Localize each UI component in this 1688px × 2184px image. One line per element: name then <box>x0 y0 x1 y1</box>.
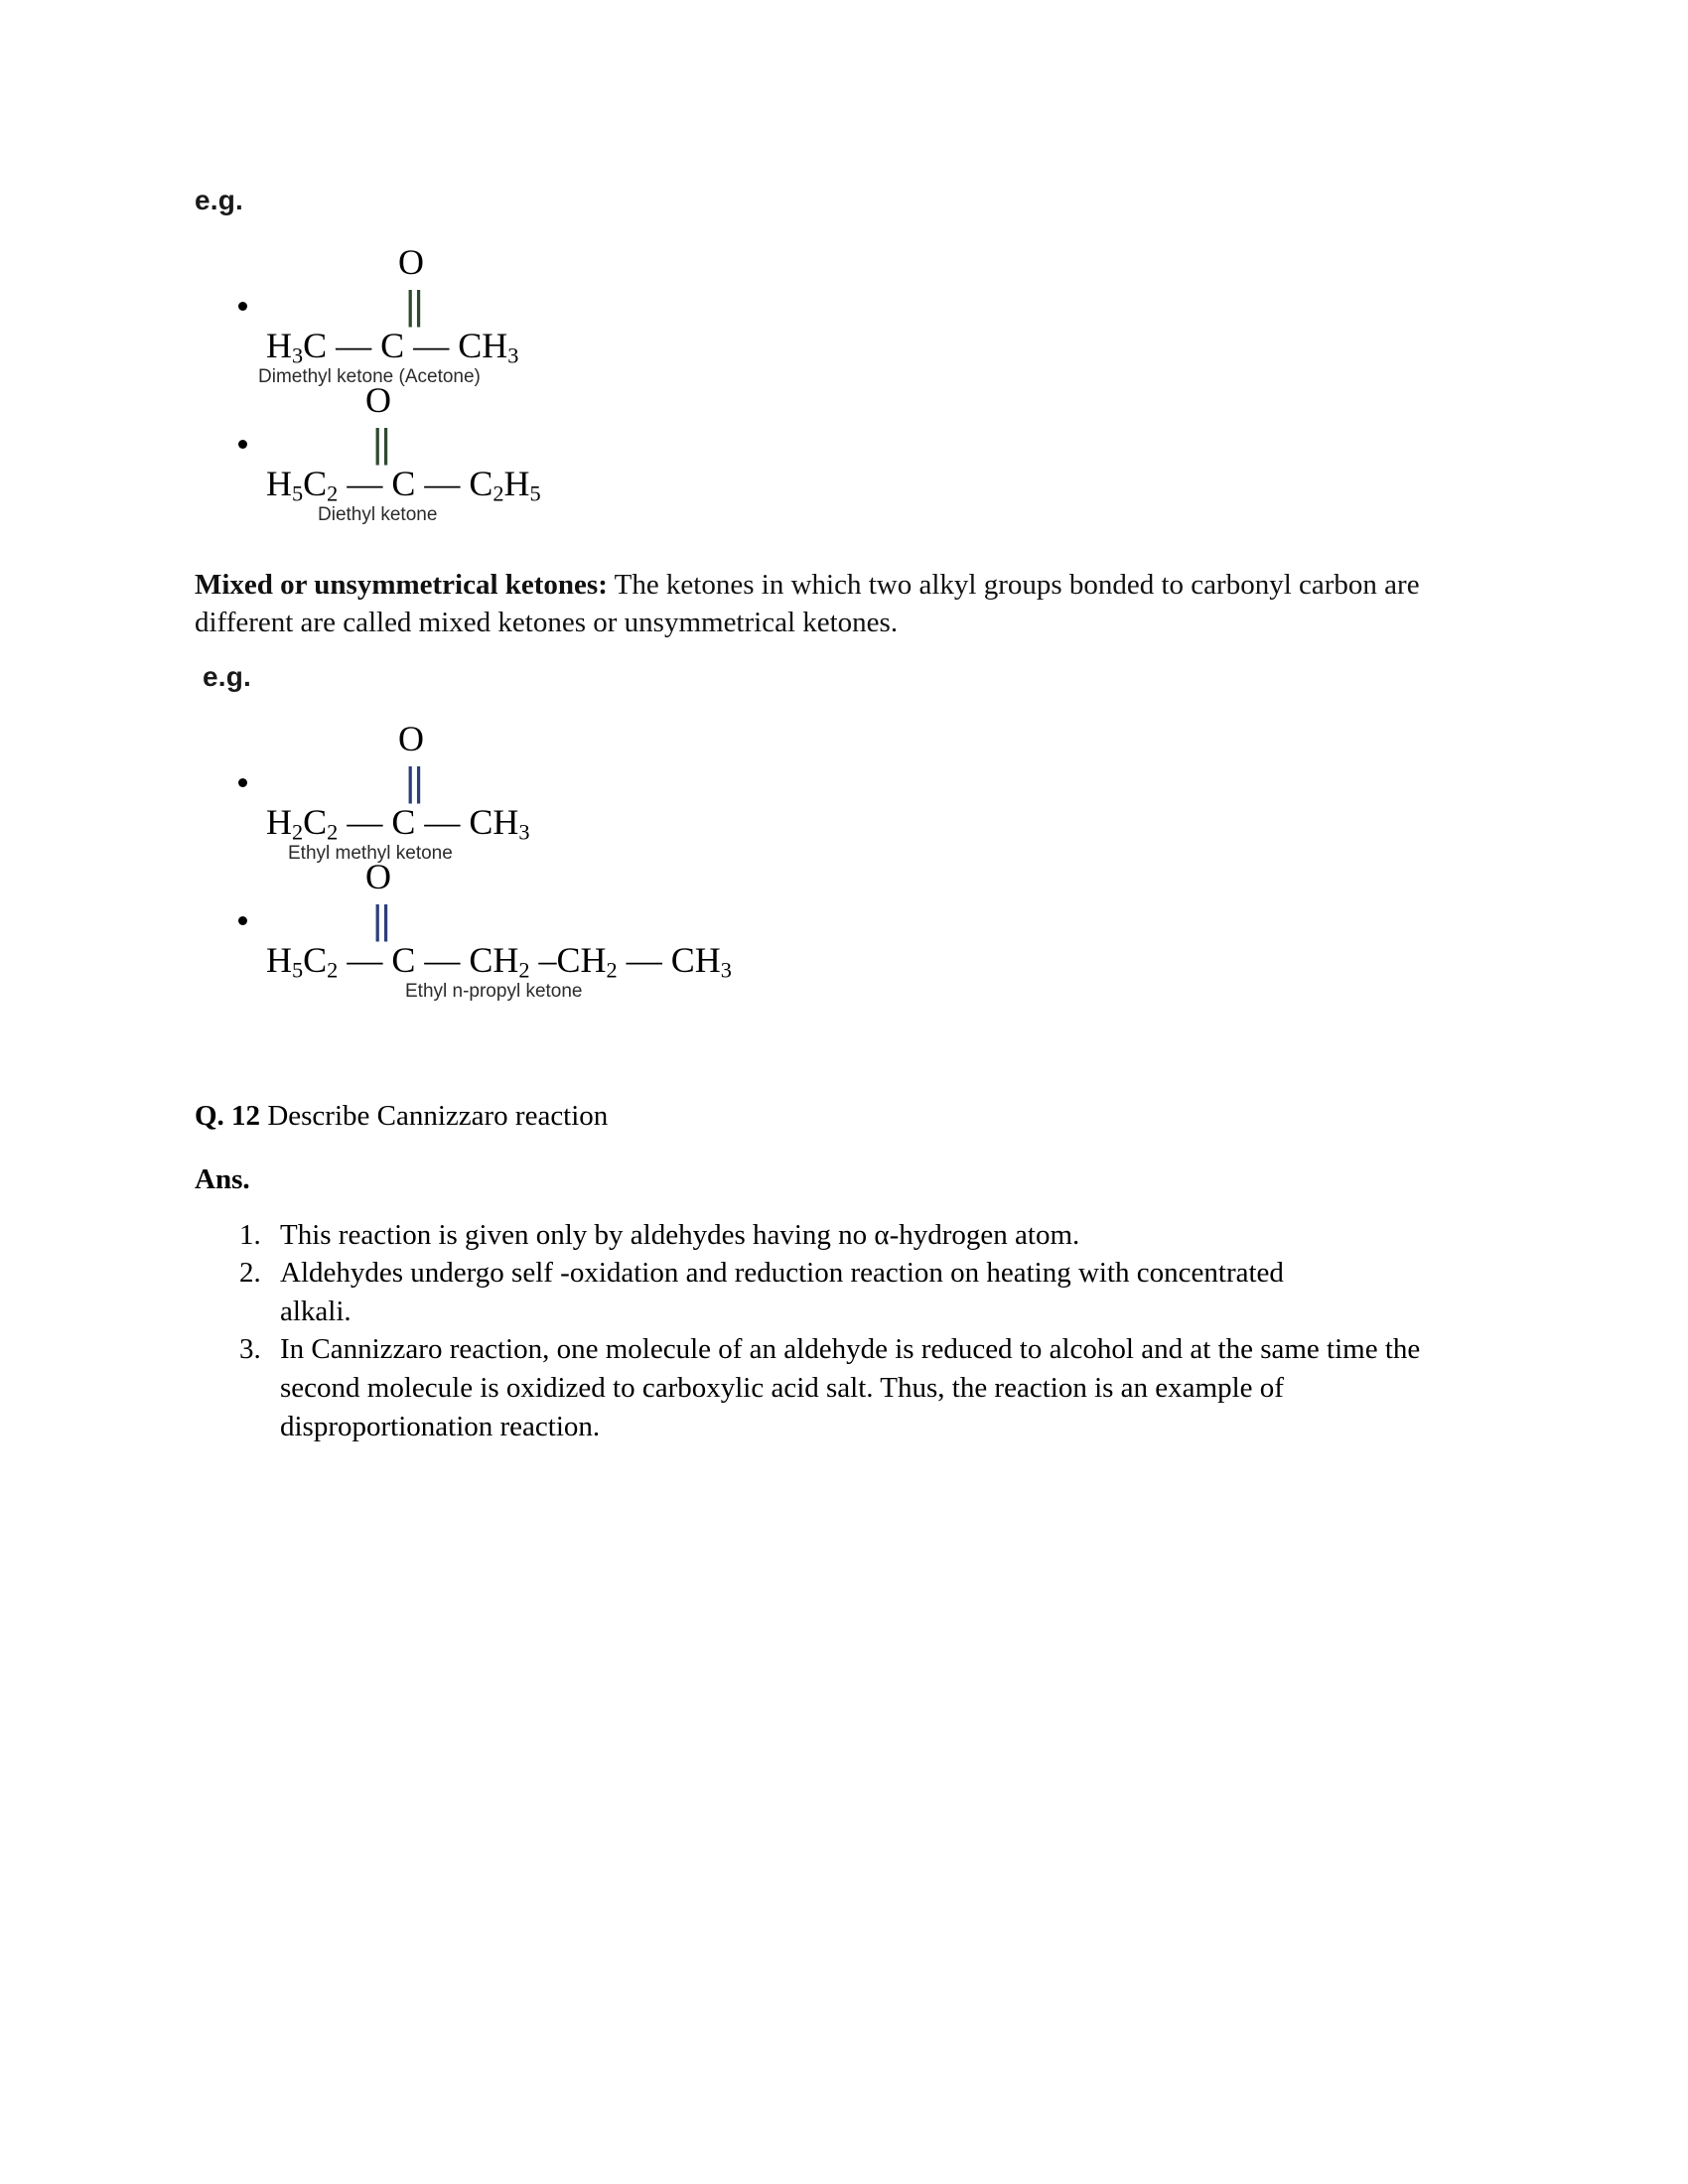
mixed-ketones-body: The ketones in which two alkyl groups bonded to carbonyl carbon are different are called mixed ketones or unsymmetrical ketones. <box>195 568 1420 639</box>
oxygen-atom-label: O <box>398 242 424 282</box>
formula-sub: 5 <box>292 480 304 506</box>
list-item: 3. In Cannizzaro reaction, one molecule of an aldehyde is reduced to alcohol and at the same time the second molecule is oxidized to carboxylic acid salt. Thus, the reaction is an example of disproportionation reaction. <box>268 1330 1427 1445</box>
formula-seg: C <box>391 463 416 503</box>
double-bond-row <box>266 284 518 328</box>
formula-seg: CH <box>458 326 508 365</box>
document-content <box>195 185 1485 1445</box>
formula-sub: 2 <box>327 480 339 506</box>
formula-bond: — <box>404 326 459 365</box>
structure-caption-dimethyl-ketone: Dimethyl ketone (Acetone) <box>258 366 481 387</box>
formula-bond: — <box>338 463 392 503</box>
double-bond-row <box>266 898 732 942</box>
formula-bond: — <box>327 326 381 365</box>
formula-seg: C <box>303 802 328 843</box>
mixed-ketones-lead: Mixed or unsymmetrical ketones: <box>195 568 608 601</box>
formula-sub: 3 <box>292 342 304 368</box>
formula-seg: C <box>303 326 328 365</box>
question-line <box>195 1098 1485 1136</box>
mixed-structure-list <box>195 721 1485 1003</box>
oxygen-atom-label: O <box>398 719 424 759</box>
formula-bond: — <box>415 940 470 981</box>
formula-seg: C <box>469 463 493 503</box>
formula-bond: — <box>617 940 671 981</box>
formula-seg: C <box>380 326 405 365</box>
oxygen-atom-label: O <box>365 857 391 897</box>
formula-bond: – <box>529 940 557 981</box>
formula-seg: C <box>391 940 416 981</box>
formula-chain-dimethyl-ketone <box>266 328 518 367</box>
formula-sub: 2 <box>606 957 618 983</box>
oxygen-atom-label: O <box>365 379 391 420</box>
formula-seg: H <box>266 802 292 843</box>
formula-seg: H <box>266 326 292 365</box>
formula-bond: — <box>338 802 392 843</box>
formula-sub: 2 <box>492 480 504 506</box>
formula-seg: CH <box>670 940 721 981</box>
formula-seg: H <box>503 463 530 503</box>
structure-item-diethyl-ketone <box>195 379 1485 526</box>
structure-item-dimethyl-ketone <box>195 244 1485 388</box>
formula-chain-diethyl-ketone <box>266 463 541 506</box>
structure-item-ethyl-methyl-ketone <box>195 721 1485 865</box>
bullet-icon <box>238 916 247 925</box>
double-bond-icon: || <box>405 760 422 805</box>
structure-caption-ethyl-n-propyl-ketone: Ethyl n-propyl ketone <box>405 981 583 1003</box>
answer-list <box>195 1216 1485 1445</box>
formula-seg: C <box>391 802 416 843</box>
answer-label: Ans. <box>195 1162 250 1195</box>
eg-label-symmetrical: e.g. <box>195 185 244 215</box>
structure-caption-ethyl-methyl-ketone: Ethyl methyl ketone <box>288 843 453 865</box>
structure-caption-diethyl-ketone: Diethyl ketone <box>318 503 438 525</box>
bullet-icon <box>238 302 247 311</box>
formula-seg: CH <box>469 802 519 843</box>
oxygen-row <box>266 721 530 760</box>
formula-sub: 5 <box>292 957 304 983</box>
formula-sub: 3 <box>507 342 519 368</box>
formula-chain-ethyl-methyl-ketone <box>266 804 530 844</box>
symmetrical-structure-list <box>195 244 1485 526</box>
formula-seg: H <box>266 463 292 503</box>
formula-sub: 3 <box>518 819 530 845</box>
structure-body <box>258 242 519 388</box>
formula-sub: 5 <box>529 480 541 506</box>
formula-sub: 2 <box>292 819 304 845</box>
formula-sub: 2 <box>518 957 530 983</box>
formula-sub: 2 <box>327 819 339 845</box>
double-bond-icon: || <box>372 898 389 943</box>
double-bond-icon: || <box>405 284 422 328</box>
list-item: 1. This reaction is given only by aldehydes having no α-hydrogen atom. <box>268 1216 1485 1255</box>
formula-bond: — <box>415 802 470 843</box>
double-bond-row <box>266 422 541 466</box>
structure-body <box>266 859 732 1003</box>
formula-bond: — <box>415 463 470 503</box>
formula-seg: CH <box>469 940 519 981</box>
oxygen-row <box>266 379 541 422</box>
structure-body <box>266 721 530 865</box>
structure-body <box>266 379 541 526</box>
question-text: Describe Cannizzaro reaction <box>260 1100 609 1133</box>
double-bond-row <box>266 760 530 804</box>
structure-item-ethyl-n-propyl-ketone <box>195 859 1485 1003</box>
formula-seg: CH <box>556 940 607 981</box>
formula-sub: 2 <box>327 957 339 983</box>
formula-seg: H <box>266 940 292 981</box>
oxygen-row <box>266 859 732 898</box>
bullet-icon <box>238 440 247 449</box>
mixed-ketones-paragraph <box>195 566 1441 642</box>
formula-chain-ethyl-n-propyl-ketone <box>266 942 732 982</box>
bullet-icon <box>238 778 247 787</box>
formula-seg: C <box>303 463 328 503</box>
eg-label-mixed: e.g. <box>203 661 252 693</box>
formula-bond: — <box>338 940 392 981</box>
double-bond-icon: || <box>372 421 389 466</box>
formula-seg: C <box>303 940 328 981</box>
oxygen-row <box>266 244 518 284</box>
formula-sub: 3 <box>720 957 732 983</box>
question-number: Q. 12 <box>195 1100 261 1133</box>
list-item: 2. Aldehydes undergo self -oxidation and reduction reaction on heating with concentrated alkali. <box>268 1254 1323 1330</box>
